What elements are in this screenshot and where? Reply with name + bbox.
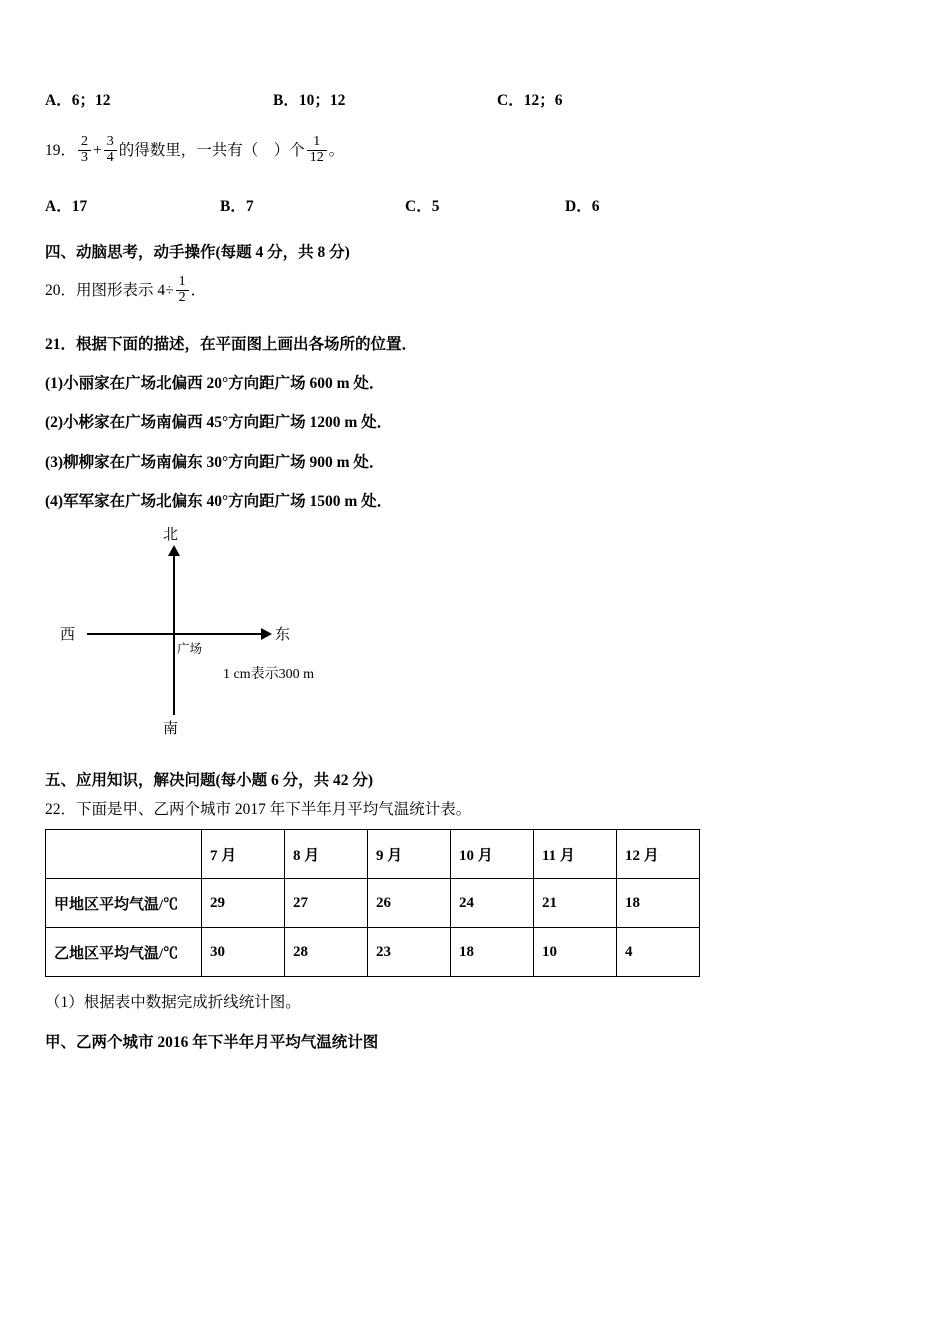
q19-number: 19． (45, 141, 77, 159)
q20-tail: ． (190, 282, 207, 300)
q19-option-c: C．5 (405, 198, 440, 216)
table-cell-jia-9: 26 (368, 879, 451, 928)
table-col-header-6: 12 月 (617, 830, 700, 879)
q19-fraction-3: $\frac{1}{12}$ (307, 135, 327, 165)
q18-option-c: C．12；6 (497, 92, 563, 109)
q22-text: 下面是甲、乙两个城市 2017 年下半年月平均气温统计表。 (76, 801, 472, 818)
question-19 (45, 136, 905, 166)
table-col-header-1: 7 月 (202, 830, 285, 879)
table-cell-yi-9: 23 (368, 928, 451, 977)
q19-option-a: A．17 (45, 198, 88, 216)
q21-item-3: (3)柳柳家在广场南偏东 30°方向距广场 900 m 处． (45, 453, 385, 471)
q22-number: 22． (45, 801, 77, 818)
table-cell-yi-10: 18 (451, 928, 534, 977)
question-21 (45, 333, 905, 356)
q21-item-1: (1)小丽家在广场北偏西 20°方向距广场 600 m 处． (45, 375, 385, 392)
table-cell-jia-10: 24 (451, 879, 534, 928)
compass-north-arrow-icon (168, 545, 180, 556)
q21-item-4: (4)军军家在广场北偏东 40°方向距广场 1500 m 处． (45, 492, 393, 510)
table-row (46, 879, 700, 928)
table-cell-yi-7: 30 (202, 928, 285, 977)
compass-label-north: 北 (163, 527, 179, 543)
section-5-heading: 五、应用知识，解决问题(每小题 6 分，共 42 分) (45, 772, 374, 789)
q18-options-row (45, 88, 905, 110)
q20-text: 用图形表示 4÷ (76, 282, 174, 300)
table-col-header-5: 11 月 (534, 830, 617, 879)
table-cell-jia-7: 29 (202, 879, 285, 928)
q19-text-mid: 的得数里，一共有（ ）个 (118, 141, 305, 159)
q19-fraction-1: $\frac{2}{3}$ (78, 135, 91, 165)
question-22 (45, 798, 905, 821)
table-cell-jia-11: 21 (534, 879, 617, 928)
compass-label-plaza: 广场 (177, 642, 203, 656)
table-col-header-3: 9 月 (368, 830, 451, 879)
q19-plus: + (93, 141, 102, 159)
table-row-header-jia: 甲地区平均气温/℃ (46, 879, 202, 928)
table-col-header-4: 10 月 (451, 830, 534, 879)
table-cell-jia-8: 27 (285, 879, 368, 928)
compass-label-west: 西 (60, 627, 76, 643)
q21-item-2: (2)小彬家在广场南偏西 45°方向距广场 1200 m 处． (45, 414, 393, 432)
table-cell-jia-12: 18 (617, 879, 700, 928)
compass-east-arrow-icon (261, 628, 272, 640)
q19-fraction-2: $\frac{3}{4}$ (104, 135, 117, 165)
q19-option-d: D．6 (565, 198, 600, 216)
q22-chart-title: 甲、乙两个城市 2016 年下半年月平均气温统计图 (45, 1033, 379, 1051)
compass-horizontal-axis (87, 633, 267, 635)
q18-option-b: B．10；12 (273, 92, 346, 109)
q22-sub1: （1）根据表中数据完成折线统计图。 (45, 994, 301, 1012)
question-20 (45, 276, 905, 306)
compass-label-scale: 1 cm表示300 m (223, 667, 314, 682)
q19-options-row (45, 194, 905, 216)
table-row (46, 928, 700, 977)
q19-option-b: B．7 (220, 198, 254, 216)
q21-text: 根据下面的描述，在平面图上画出各场所的位置． (76, 335, 418, 353)
compass-label-south: 南 (163, 721, 179, 737)
table-header-row (46, 830, 700, 879)
section-4-heading: 四、动脑思考，动手操作(每题 4 分，共 8 分) (45, 244, 350, 262)
q20-fraction: $\frac{1}{2}$ (176, 275, 189, 305)
temperature-table (45, 829, 700, 977)
q20-number: 20． (45, 282, 77, 300)
table-col-header-2: 8 月 (285, 830, 368, 879)
q18-option-a: A．6；12 (45, 92, 111, 109)
compass-label-east: 东 (275, 627, 291, 643)
table-corner-cell (46, 830, 202, 879)
q19-text-end: 。 (328, 141, 345, 159)
table-cell-yi-12: 4 (617, 928, 700, 977)
table-cell-yi-11: 10 (534, 928, 617, 977)
q21-number: 21． (45, 335, 77, 353)
table-row-header-yi: 乙地区平均气温/℃ (46, 928, 202, 977)
page-content (45, 88, 905, 1054)
compass-diagram (60, 527, 495, 750)
table-cell-yi-8: 28 (285, 928, 368, 977)
